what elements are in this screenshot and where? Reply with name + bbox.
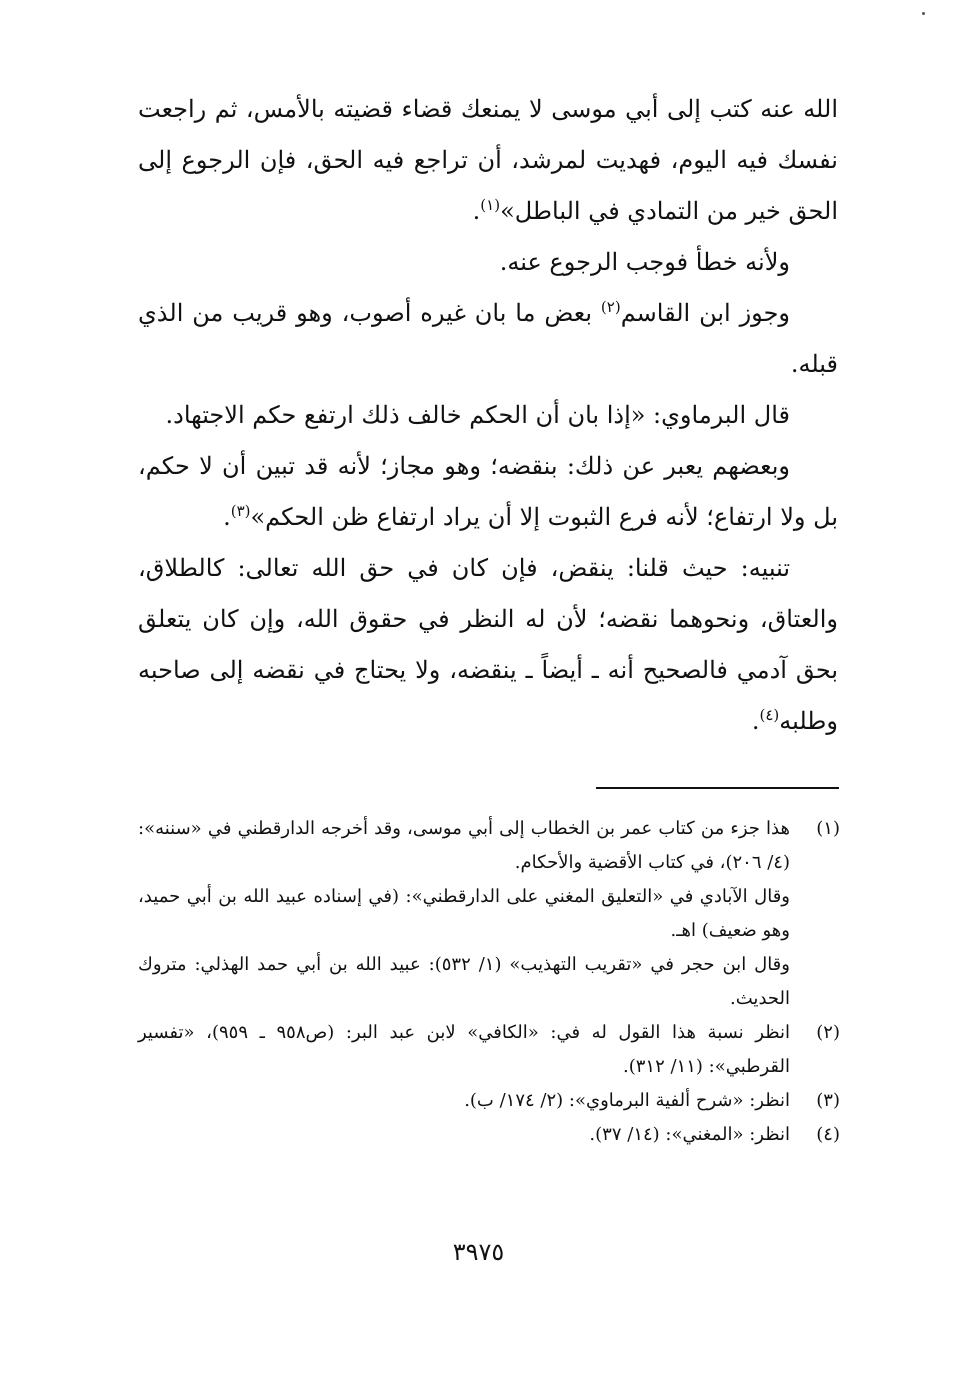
footnote bbox=[138, 1118, 840, 1152]
footnote-divider bbox=[596, 787, 839, 789]
footnote-number: (٢) bbox=[816, 1022, 840, 1043]
text-segment: ولأنه خطأ فوجب الرجوع عنه. bbox=[499, 248, 790, 276]
main-paragraph bbox=[138, 288, 838, 390]
footnote-paragraph: انظر: «شرح ألفية البرماوي»: (٢/ ١٧٤/ ب). bbox=[464, 1090, 790, 1111]
footnote-paragraph: وقال الآبادي في «التعليق المغني على الدارقطني»: (في إسناده عبيد الله بن أبي حميد، وهو ضعيف) اهـ. bbox=[138, 886, 790, 941]
text-segment: بعض ما بان غيره أصوب، وهو قريب من الذي قبله. bbox=[138, 299, 838, 378]
footnote bbox=[138, 1084, 840, 1118]
text-segment: . bbox=[223, 503, 231, 531]
footnote-paragraph: وقال ابن حجر في «تقريب التهذيب» (١/ ٥٣٢): عبيد الله بن أبي حمد الهذلي: متروك الحديث. bbox=[138, 954, 790, 1009]
footnote-reference: (١) bbox=[480, 196, 501, 214]
page-number: ٣٩٧٥ bbox=[452, 1238, 505, 1266]
footnote-number: (٣) bbox=[816, 1090, 840, 1111]
text-segment: . bbox=[472, 197, 481, 225]
footnote-paragraph: انظر: «المغني»: (١٤/ ٣٧). bbox=[589, 1124, 790, 1145]
footnote-number: (١) bbox=[816, 818, 840, 839]
main-paragraph bbox=[138, 237, 838, 288]
text-segment: . bbox=[751, 707, 760, 735]
footnote-body bbox=[138, 1118, 790, 1152]
text-segment: تنبيه: حيث قلنا: ينقض، فإن كان في حق الله تعالى: كالطلاق، والعتاق، ونحوهما نقضه؛ لأن له النظر في حقوق الله، وإن كان يتعلق بحق آدمي فالصحيح أنه ـ أيضاً ـ ينقضه، ولا يحتاج في نقضه إلى صاحبه وطلبه bbox=[138, 554, 839, 735]
footnote-body bbox=[138, 1016, 790, 1084]
footnote-reference: (٣) bbox=[230, 502, 251, 520]
main-paragraph bbox=[138, 390, 838, 441]
footnote-reference: (٤) bbox=[759, 706, 780, 724]
footnotes bbox=[138, 812, 840, 1152]
main-paragraph bbox=[138, 543, 838, 747]
text-segment: وبعضهم يعبر عن ذلك: بنقضه؛ وهو مجاز؛ لأنه قد تبين أن لا حكم، بل ولا ارتفاع؛ لأنه فرع الثبوت إلا أن يراد ارتفاع ظن الحكم» bbox=[138, 452, 838, 531]
main-paragraph bbox=[138, 84, 838, 237]
main-text bbox=[138, 84, 838, 747]
footnote bbox=[138, 812, 840, 1016]
text-segment: الله عنه كتب إلى أبي موسى لا يمنعك قضاء قضيته بالأمس، ثم راجعت نفسك فيه اليوم، فهديت لمرشد، أن تراجع فيه الحق، فإن الرجوع إلى الحق خير من التمادي في الباطل» bbox=[138, 95, 838, 225]
footnote bbox=[138, 1016, 840, 1084]
text-segment: وجوز ابن القاسم bbox=[620, 299, 791, 327]
footnote-paragraph: انظر نسبة هذا القول له في: «الكافي» لابن عبد البر: (ص٩٥٨ ـ ٩٥٩)، «تفسير القرطبي»: (١١/ ٣١٢). bbox=[138, 1022, 791, 1077]
footnote-body bbox=[138, 1084, 790, 1118]
footnote-paragraph: هذا جزء من كتاب عمر بن الخطاب إلى أبي موسى، وقد أخرجه الدارقطني في «سننه»: (٤/ ٢٠٦)، في كتاب الأقضية والأحكام. bbox=[138, 818, 790, 873]
text-segment: قال البرماوي: «إذا بان أن الحكم خالف ذلك ارتفع حكم الاجتهاد. bbox=[165, 401, 790, 429]
scan-speck bbox=[922, 12, 925, 15]
footnote-number: (٤) bbox=[816, 1124, 840, 1145]
footnote-body bbox=[138, 812, 790, 1016]
main-paragraph bbox=[138, 441, 838, 543]
footnote-reference: (٢) bbox=[600, 298, 621, 316]
